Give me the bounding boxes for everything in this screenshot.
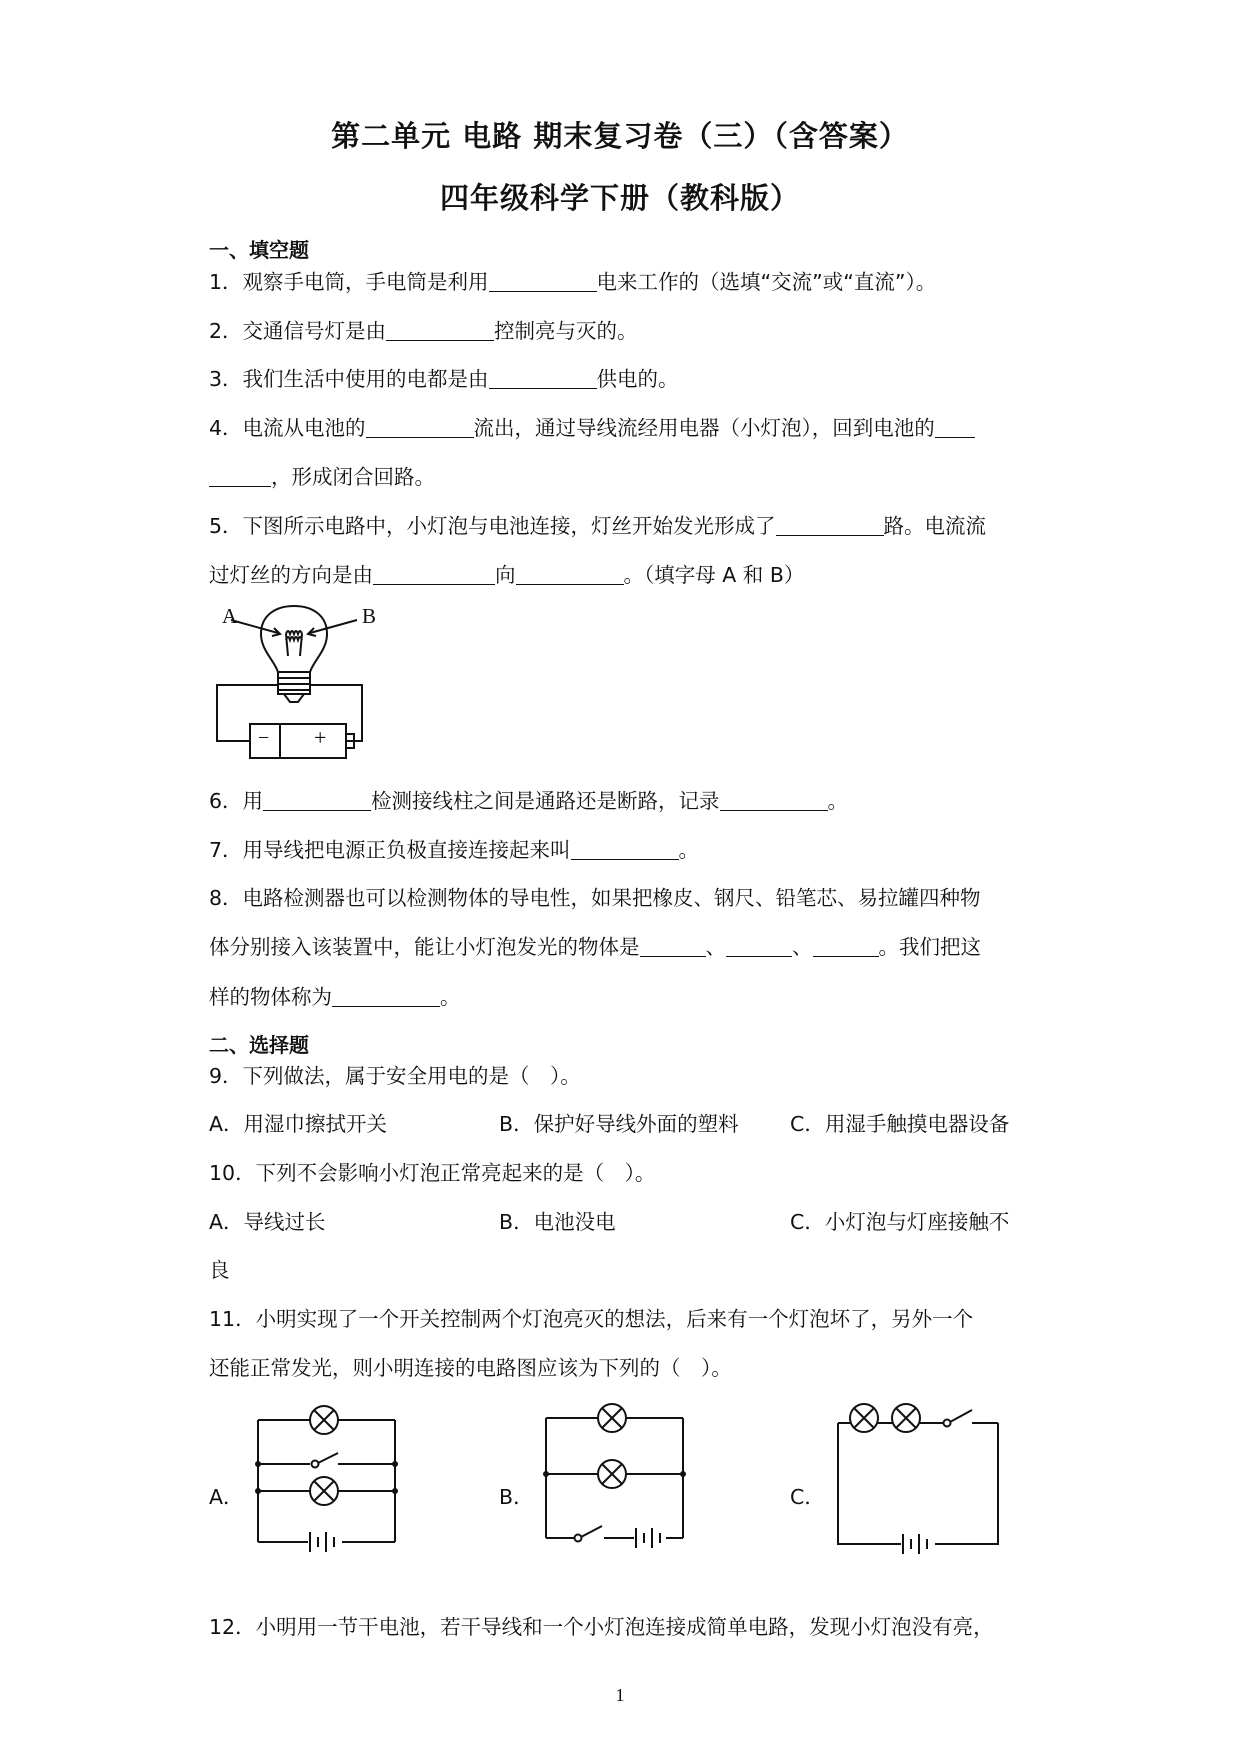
question-10-option-c-continued: 良 — [209, 1258, 230, 1282]
question-4-text-c: ，形成闭合回路。 — [271, 465, 435, 489]
question-4-text-a: 4．电流从电池的 — [209, 416, 366, 440]
answer-blank[interactable] — [516, 562, 624, 585]
bulb-circuit-figure — [214, 600, 384, 750]
title-line-2: 四年级科学下册（教科版） — [439, 181, 800, 215]
circuit-diagram-a[interactable] — [250, 1400, 400, 1542]
question-10-option-b[interactable]: B．电池没电 — [499, 1210, 616, 1234]
question-7 — [209, 833, 699, 863]
question-11-line-1: 11．小明实现了一个开关控制两个灯泡亮灭的想法，后来有一个灯泡坏了，另外一个 — [209, 1307, 974, 1331]
answer-blank[interactable] — [489, 269, 597, 292]
question-5-text-b: 路。电流流 — [883, 514, 987, 538]
battery-plus-sign: + — [314, 725, 327, 750]
bulb-circuit-diagram — [214, 600, 384, 750]
question-5-line-1 — [209, 509, 986, 539]
answer-blank[interactable] — [571, 837, 679, 860]
question-9-option-b[interactable]: B．保护好导线外面的塑料 — [499, 1112, 739, 1136]
question-9-option-a[interactable]: A．用湿巾擦拭开关 — [209, 1112, 388, 1136]
question-6-text-c: 。 — [827, 789, 849, 813]
question-11-option-a-label[interactable]: A． — [209, 1485, 244, 1509]
answer-blank[interactable] — [332, 984, 440, 1007]
question-11-option-b-label[interactable]: B． — [499, 1485, 534, 1509]
question-1-text-a: 1．观察手电筒，手电筒是利用 — [209, 270, 489, 294]
question-8-text-c: 。我们把这 — [878, 935, 981, 959]
answer-blank[interactable] — [373, 562, 495, 585]
question-6-text-b: 检测接线柱之间是通路还是断路，记录 — [371, 789, 720, 813]
question-3 — [209, 362, 679, 392]
section-heading-multiple-choice: 二、选择题 — [209, 1033, 309, 1057]
circuit-diagram-b[interactable] — [540, 1398, 690, 1540]
question-10-option-c[interactable]: C．小灯泡与灯座接触不 — [790, 1210, 1010, 1234]
section-heading-fill-blank: 一、填空题 — [209, 238, 309, 262]
question-2 — [209, 314, 638, 344]
question-7-text-a: 7．用导线把电源正负极直接连接起来叫 — [209, 838, 571, 862]
question-5-text-a: 5．下图所示电路中，小灯泡与电池连接，灯丝开始发光形成了 — [209, 514, 776, 538]
circuit-diagram-c[interactable] — [830, 1398, 1000, 1548]
question-5-line-2 — [209, 558, 804, 588]
question-8-text-b: 体分别接入该装置中，能让小灯泡发光的物体是 — [209, 935, 640, 959]
question-10-option-a[interactable]: A．导线过长 — [209, 1210, 326, 1234]
answer-blank[interactable] — [776, 513, 884, 536]
question-5-text-e: 。（填字母 A 和 B） — [623, 563, 805, 587]
question-8-text-d: 样的物体称为 — [209, 985, 332, 1009]
question-8-line-2 — [209, 930, 981, 960]
question-11-line-2: 还能正常发光，则小明连接的电路图应该为下列的（ ）。 — [209, 1356, 732, 1380]
title-line-1: 第二单元 电路 期末复习卷（三）（含答案） — [331, 119, 909, 153]
answer-blank[interactable] — [489, 366, 597, 389]
question-6-text-a: 6．用 — [209, 789, 264, 813]
label-b: B — [362, 604, 377, 628]
question-5-text-c: 过灯丝的方向是由 — [209, 563, 373, 587]
question-4-text-b: 流出，通过导线流经用电器（小灯泡），回到电池的 — [473, 416, 935, 440]
question-12-line-1: 12．小明用一节干电池，若干导线和一个小灯泡连接成简单电路，发现小灯泡没有亮， — [209, 1615, 994, 1639]
question-4-line-1 — [209, 411, 975, 441]
question-10-stem: 10．下列不会影响小灯泡正常亮起来的是（ ）。 — [209, 1161, 656, 1185]
label-a: A — [222, 604, 238, 628]
question-3-text-b: 供电的。 — [596, 367, 679, 391]
answer-blank[interactable] — [720, 788, 828, 811]
question-8-line-1 — [209, 881, 981, 911]
question-2-text-a: 2．交通信号灯是由 — [209, 319, 387, 343]
answer-blank[interactable] — [640, 934, 706, 957]
question-11-option-c-label[interactable]: C． — [790, 1485, 825, 1509]
question-6 — [209, 784, 848, 814]
question-1 — [209, 265, 936, 295]
page-number: 1 — [615, 1685, 625, 1705]
answer-blank[interactable] — [209, 464, 271, 487]
question-9-option-c[interactable]: C．用湿手触摸电器设备 — [790, 1112, 1010, 1136]
answer-blank[interactable] — [386, 318, 494, 341]
question-8-text-e: 。 — [440, 985, 461, 1009]
question-8-line-3 — [209, 980, 461, 1010]
answer-blank[interactable] — [813, 934, 879, 957]
answer-blank[interactable] — [935, 415, 975, 438]
separator: 、 — [705, 935, 726, 959]
answer-blank[interactable] — [726, 934, 792, 957]
question-1-text-b: 电来工作的（选填“交流”或“直流”）。 — [596, 270, 937, 294]
separator: 、 — [792, 935, 813, 959]
answer-blank[interactable] — [263, 788, 371, 811]
question-2-text-b: 控制亮与灭的。 — [494, 319, 638, 343]
question-9-stem: 9．下列做法，属于安全用电的是（ ）。 — [209, 1064, 581, 1088]
question-4-line-2 — [209, 460, 435, 490]
answer-blank[interactable] — [366, 415, 474, 438]
battery-minus-sign: − — [258, 727, 270, 749]
question-5-text-d: 向 — [495, 563, 516, 587]
question-7-text-b: 。 — [678, 838, 700, 862]
question-3-text-a: 3．我们生活中使用的电都是由 — [209, 367, 489, 391]
question-8-text-a: 8．电路检测器也可以检测物体的导电性，如果把橡皮、钢尺、铅笔芯、易拉罐四种物 — [209, 886, 981, 910]
